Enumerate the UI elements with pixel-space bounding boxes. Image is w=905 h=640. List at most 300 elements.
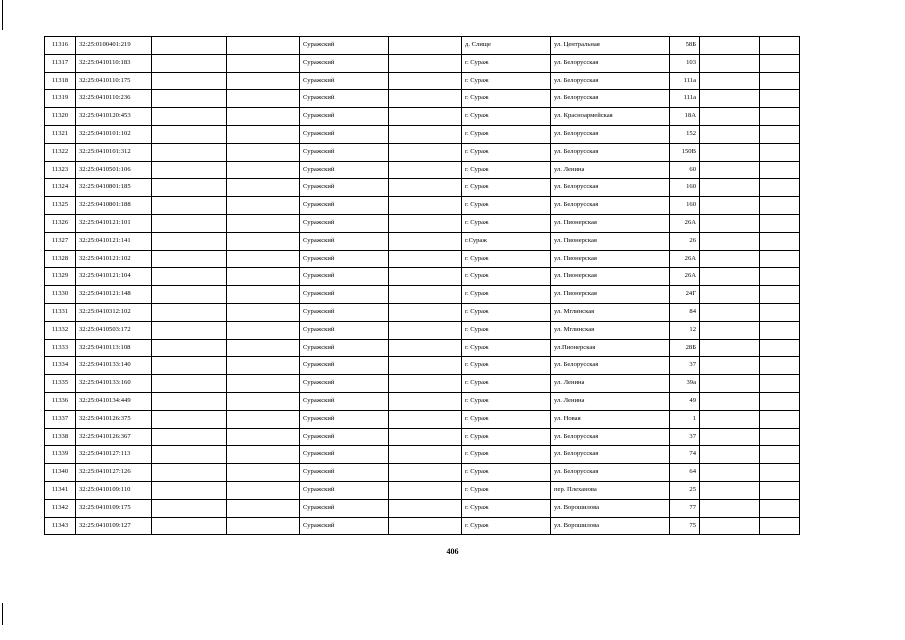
- district-cell: Суражский: [300, 428, 389, 446]
- empty-cell: [227, 410, 300, 428]
- house-number-cell: 150В: [670, 143, 700, 161]
- row-number-cell: 11336: [45, 392, 76, 410]
- row-number-cell: 11337: [45, 410, 76, 428]
- locality-cell: г. Сураж: [462, 108, 551, 126]
- empty-cell: [760, 499, 800, 517]
- district-cell: Суражский: [300, 464, 389, 482]
- row-number-cell: 11342: [45, 499, 76, 517]
- empty-cell: [700, 375, 760, 393]
- row-number-cell: 11340: [45, 464, 76, 482]
- table-row: [45, 392, 800, 410]
- empty-cell: [389, 197, 462, 215]
- empty-cell: [700, 250, 760, 268]
- table-row: [45, 464, 800, 482]
- empty-cell: [227, 179, 300, 197]
- table-row: [45, 179, 800, 197]
- empty-cell: [227, 481, 300, 499]
- empty-cell: [700, 143, 760, 161]
- empty-cell: [152, 37, 227, 55]
- locality-cell: г. Сураж: [462, 392, 551, 410]
- empty-cell: [227, 286, 300, 304]
- empty-cell: [760, 303, 800, 321]
- locality-cell: г. Сураж: [462, 72, 551, 90]
- cadastral-number-cell: 32:25:0410134:449: [76, 392, 152, 410]
- empty-cell: [389, 72, 462, 90]
- locality-cell: г. Сураж: [462, 268, 551, 286]
- locality-cell: г. Сураж: [462, 321, 551, 339]
- house-number-cell: 111а: [670, 90, 700, 108]
- locality-cell: г. Сураж: [462, 410, 551, 428]
- house-number-cell: 77: [670, 499, 700, 517]
- cadastral-number-cell: 32:25:0410110:236: [76, 90, 152, 108]
- row-number-cell: 11338: [45, 428, 76, 446]
- empty-cell: [760, 125, 800, 143]
- locality-cell: г. Сураж: [462, 375, 551, 393]
- empty-cell: [227, 464, 300, 482]
- house-number-cell: 160: [670, 179, 700, 197]
- street-cell: ул. Ворошилова: [551, 499, 670, 517]
- empty-cell: [700, 410, 760, 428]
- empty-cell: [152, 499, 227, 517]
- empty-cell: [152, 197, 227, 215]
- district-cell: Суражский: [300, 54, 389, 72]
- cadastral-number-cell: 32:25:0100401:219: [76, 37, 152, 55]
- empty-cell: [700, 90, 760, 108]
- street-cell: ул. Новая: [551, 410, 670, 428]
- empty-cell: [152, 214, 227, 232]
- empty-cell: [760, 37, 800, 55]
- table-row: [45, 321, 800, 339]
- street-cell: ул. Белорусская: [551, 72, 670, 90]
- empty-cell: [152, 446, 227, 464]
- cadastral-number-cell: 32:25:0410110:175: [76, 72, 152, 90]
- house-number-cell: 12: [670, 321, 700, 339]
- street-cell: ул. Белорусская: [551, 446, 670, 464]
- street-cell: ул. Пионерская: [551, 214, 670, 232]
- district-cell: Суражский: [300, 339, 389, 357]
- locality-cell: г. Сураж: [462, 214, 551, 232]
- empty-cell: [227, 125, 300, 143]
- table-row: [45, 428, 800, 446]
- empty-cell: [227, 375, 300, 393]
- district-cell: Суражский: [300, 303, 389, 321]
- district-cell: Суражский: [300, 410, 389, 428]
- empty-cell: [760, 321, 800, 339]
- empty-cell: [700, 125, 760, 143]
- street-cell: ул. Белорусская: [551, 90, 670, 108]
- cadastral-number-cell: 32:25:0410109:127: [76, 517, 152, 535]
- locality-cell: г. Сураж: [462, 499, 551, 517]
- house-number-cell: 152: [670, 125, 700, 143]
- empty-cell: [389, 286, 462, 304]
- empty-cell: [389, 90, 462, 108]
- district-cell: Суражский: [300, 375, 389, 393]
- empty-cell: [389, 481, 462, 499]
- empty-cell: [389, 108, 462, 126]
- house-number-cell: 37: [670, 357, 700, 375]
- empty-cell: [227, 428, 300, 446]
- empty-cell: [700, 268, 760, 286]
- cadastral-number-cell: 32:25:0410801:185: [76, 179, 152, 197]
- street-cell: ул. Белорусская: [551, 357, 670, 375]
- empty-cell: [760, 286, 800, 304]
- district-cell: Суражский: [300, 197, 389, 215]
- district-cell: Суражский: [300, 481, 389, 499]
- table-row: [45, 357, 800, 375]
- street-cell: ул. Белорусская: [551, 54, 670, 72]
- empty-cell: [700, 232, 760, 250]
- empty-cell: [152, 428, 227, 446]
- empty-cell: [152, 161, 227, 179]
- empty-cell: [760, 464, 800, 482]
- locality-cell: г. Сураж: [462, 357, 551, 375]
- table-row: [45, 481, 800, 499]
- empty-cell: [389, 464, 462, 482]
- row-number-cell: 11343: [45, 517, 76, 535]
- empty-cell: [152, 108, 227, 126]
- table-row: [45, 232, 800, 250]
- locality-cell: г. Сураж: [462, 481, 551, 499]
- empty-cell: [227, 517, 300, 535]
- table-row: [45, 303, 800, 321]
- empty-cell: [700, 108, 760, 126]
- house-number-cell: 28Б: [670, 339, 700, 357]
- house-number-cell: 26А: [670, 214, 700, 232]
- empty-cell: [227, 143, 300, 161]
- empty-cell: [389, 54, 462, 72]
- empty-cell: [760, 214, 800, 232]
- empty-cell: [389, 446, 462, 464]
- empty-cell: [700, 303, 760, 321]
- cadastral-number-cell: 32:25:0410126:375: [76, 410, 152, 428]
- table-row: [45, 286, 800, 304]
- street-cell: ул. Ленина: [551, 161, 670, 179]
- empty-cell: [152, 375, 227, 393]
- locality-cell: д. Слище: [462, 37, 551, 55]
- street-cell: ул. Белорусская: [551, 143, 670, 161]
- empty-cell: [700, 197, 760, 215]
- cadastral-number-cell: 32:25:0410312:102: [76, 303, 152, 321]
- house-number-cell: 103: [670, 54, 700, 72]
- row-number-cell: 11334: [45, 357, 76, 375]
- street-cell: ул. Красноармейская: [551, 108, 670, 126]
- empty-cell: [152, 54, 227, 72]
- street-cell: ул. Пионерская: [551, 250, 670, 268]
- district-cell: Суражский: [300, 108, 389, 126]
- row-number-cell: 11323: [45, 161, 76, 179]
- empty-cell: [389, 392, 462, 410]
- locality-cell: г. Сураж: [462, 197, 551, 215]
- empty-cell: [700, 517, 760, 535]
- street-cell: ул. Белорусская: [551, 179, 670, 197]
- binding-margin-line-bottom: [2, 603, 3, 625]
- table-row: [45, 161, 800, 179]
- street-cell: ул. Ленина: [551, 375, 670, 393]
- house-number-cell: 58Б: [670, 37, 700, 55]
- empty-cell: [389, 161, 462, 179]
- empty-cell: [227, 250, 300, 268]
- district-cell: Суражский: [300, 214, 389, 232]
- row-number-cell: 11327: [45, 232, 76, 250]
- binding-margin-line-top: [2, 0, 3, 30]
- empty-cell: [389, 375, 462, 393]
- district-cell: Суражский: [300, 446, 389, 464]
- house-number-cell: 75: [670, 517, 700, 535]
- table-row: [45, 250, 800, 268]
- street-cell: ул.Пионерская: [551, 339, 670, 357]
- empty-cell: [227, 90, 300, 108]
- empty-cell: [700, 339, 760, 357]
- empty-cell: [700, 286, 760, 304]
- empty-cell: [389, 232, 462, 250]
- house-number-cell: 18А: [670, 108, 700, 126]
- empty-cell: [152, 250, 227, 268]
- table-row: [45, 197, 800, 215]
- district-cell: Суражский: [300, 321, 389, 339]
- empty-cell: [700, 72, 760, 90]
- table-row: [45, 108, 800, 126]
- empty-cell: [700, 464, 760, 482]
- empty-cell: [152, 464, 227, 482]
- empty-cell: [152, 90, 227, 108]
- empty-cell: [152, 321, 227, 339]
- locality-cell: г. Сураж: [462, 125, 551, 143]
- empty-cell: [700, 54, 760, 72]
- house-number-cell: 74: [670, 446, 700, 464]
- cadastral-number-cell: 32:25:0410133:140: [76, 357, 152, 375]
- street-cell: ул. Пионерская: [551, 268, 670, 286]
- district-cell: Суражский: [300, 125, 389, 143]
- table-row: [45, 375, 800, 393]
- empty-cell: [389, 321, 462, 339]
- empty-cell: [152, 125, 227, 143]
- empty-cell: [227, 108, 300, 126]
- cadastral-number-cell: 32:25:0410101:312: [76, 143, 152, 161]
- table-row: [45, 446, 800, 464]
- district-cell: Суражский: [300, 517, 389, 535]
- locality-cell: г. Сураж: [462, 250, 551, 268]
- empty-cell: [760, 339, 800, 357]
- empty-cell: [389, 428, 462, 446]
- empty-cell: [227, 392, 300, 410]
- empty-cell: [700, 481, 760, 499]
- empty-cell: [227, 214, 300, 232]
- table-row: [45, 339, 800, 357]
- empty-cell: [227, 197, 300, 215]
- house-number-cell: 25: [670, 481, 700, 499]
- row-number-cell: 11326: [45, 214, 76, 232]
- empty-cell: [389, 143, 462, 161]
- empty-cell: [760, 143, 800, 161]
- empty-cell: [152, 517, 227, 535]
- empty-cell: [227, 303, 300, 321]
- table-row: [45, 214, 800, 232]
- district-cell: Суражский: [300, 72, 389, 90]
- empty-cell: [389, 339, 462, 357]
- table-row: [45, 125, 800, 143]
- empty-cell: [700, 392, 760, 410]
- empty-cell: [389, 125, 462, 143]
- row-number-cell: 11317: [45, 54, 76, 72]
- empty-cell: [760, 428, 800, 446]
- row-number-cell: 11318: [45, 72, 76, 90]
- registry-table-body: [45, 37, 800, 535]
- table-row: [45, 143, 800, 161]
- cadastral-number-cell: 32:25:0410127:113: [76, 446, 152, 464]
- empty-cell: [700, 446, 760, 464]
- empty-cell: [700, 214, 760, 232]
- district-cell: Суражский: [300, 143, 389, 161]
- house-number-cell: 60: [670, 161, 700, 179]
- empty-cell: [760, 179, 800, 197]
- empty-cell: [152, 481, 227, 499]
- cadastral-number-cell: 32:25:0410126:367: [76, 428, 152, 446]
- street-cell: ул. Ворошилова: [551, 517, 670, 535]
- table-row: [45, 72, 800, 90]
- district-cell: Суражский: [300, 232, 389, 250]
- empty-cell: [760, 392, 800, 410]
- empty-cell: [760, 90, 800, 108]
- street-cell: ул. Центральная: [551, 37, 670, 55]
- row-number-cell: 11324: [45, 179, 76, 197]
- empty-cell: [227, 54, 300, 72]
- row-number-cell: 11322: [45, 143, 76, 161]
- empty-cell: [152, 143, 227, 161]
- cadastral-number-cell: 32:25:0410801:188: [76, 197, 152, 215]
- empty-cell: [760, 54, 800, 72]
- empty-cell: [152, 179, 227, 197]
- locality-cell: г. Сураж: [462, 179, 551, 197]
- cadastral-number-cell: 32:25:0410121:141: [76, 232, 152, 250]
- row-number-cell: 11331: [45, 303, 76, 321]
- empty-cell: [389, 268, 462, 286]
- empty-cell: [760, 517, 800, 535]
- empty-cell: [760, 72, 800, 90]
- empty-cell: [700, 499, 760, 517]
- house-number-cell: 84: [670, 303, 700, 321]
- empty-cell: [760, 481, 800, 499]
- district-cell: Суражский: [300, 357, 389, 375]
- row-number-cell: 11332: [45, 321, 76, 339]
- empty-cell: [389, 37, 462, 55]
- empty-cell: [700, 428, 760, 446]
- empty-cell: [227, 268, 300, 286]
- cadastral-number-cell: 32:25:0410109:110: [76, 481, 152, 499]
- empty-cell: [227, 339, 300, 357]
- empty-cell: [227, 499, 300, 517]
- row-number-cell: 11333: [45, 339, 76, 357]
- page-number: 406: [446, 547, 459, 556]
- house-number-cell: 111а: [670, 72, 700, 90]
- table-row: [45, 37, 800, 55]
- empty-cell: [389, 357, 462, 375]
- empty-cell: [389, 410, 462, 428]
- locality-cell: г. Сураж: [462, 90, 551, 108]
- cadastral-number-cell: 32:25:0410133:160: [76, 375, 152, 393]
- locality-cell: г. Сураж: [462, 286, 551, 304]
- house-number-cell: 64: [670, 464, 700, 482]
- cadastral-number-cell: 32:25:0410503:172: [76, 321, 152, 339]
- house-number-cell: 49: [670, 392, 700, 410]
- row-number-cell: 11316: [45, 37, 76, 55]
- empty-cell: [760, 410, 800, 428]
- district-cell: Суражский: [300, 392, 389, 410]
- house-number-cell: 24Г: [670, 286, 700, 304]
- cadastral-number-cell: 32:25:0410113:108: [76, 339, 152, 357]
- house-number-cell: 26А: [670, 268, 700, 286]
- empty-cell: [227, 161, 300, 179]
- row-number-cell: 11335: [45, 375, 76, 393]
- empty-cell: [760, 161, 800, 179]
- cadastral-number-cell: 32:25:0410121:102: [76, 250, 152, 268]
- empty-cell: [760, 268, 800, 286]
- row-number-cell: 11320: [45, 108, 76, 126]
- table-row: [45, 54, 800, 72]
- row-number-cell: 11330: [45, 286, 76, 304]
- street-cell: ул. Белорусская: [551, 125, 670, 143]
- registry-table: [44, 36, 800, 535]
- locality-cell: г. Сураж: [462, 446, 551, 464]
- empty-cell: [152, 410, 227, 428]
- empty-cell: [227, 357, 300, 375]
- table-row: [45, 268, 800, 286]
- empty-cell: [700, 357, 760, 375]
- district-cell: Суражский: [300, 161, 389, 179]
- locality-cell: г. Сураж: [462, 428, 551, 446]
- empty-cell: [227, 446, 300, 464]
- locality-cell: г. Сураж: [462, 54, 551, 72]
- locality-cell: г.Сураж: [462, 232, 551, 250]
- row-number-cell: 11341: [45, 481, 76, 499]
- empty-cell: [389, 214, 462, 232]
- empty-cell: [760, 250, 800, 268]
- empty-cell: [152, 392, 227, 410]
- empty-cell: [227, 72, 300, 90]
- house-number-cell: 1: [670, 410, 700, 428]
- empty-cell: [760, 232, 800, 250]
- empty-cell: [152, 357, 227, 375]
- empty-cell: [760, 357, 800, 375]
- empty-cell: [389, 499, 462, 517]
- empty-cell: [152, 303, 227, 321]
- empty-cell: [760, 446, 800, 464]
- house-number-cell: 26А: [670, 250, 700, 268]
- empty-cell: [227, 37, 300, 55]
- row-number-cell: 11328: [45, 250, 76, 268]
- empty-cell: [760, 108, 800, 126]
- district-cell: Суражский: [300, 179, 389, 197]
- empty-cell: [152, 72, 227, 90]
- table-row: [45, 517, 800, 535]
- district-cell: Суражский: [300, 286, 389, 304]
- row-number-cell: 11319: [45, 90, 76, 108]
- locality-cell: г. Сураж: [462, 517, 551, 535]
- empty-cell: [152, 232, 227, 250]
- empty-cell: [227, 232, 300, 250]
- street-cell: ул. Мглинская: [551, 321, 670, 339]
- cadastral-number-cell: 32:25:0410121:104: [76, 268, 152, 286]
- empty-cell: [389, 179, 462, 197]
- locality-cell: г. Сураж: [462, 339, 551, 357]
- house-number-cell: 26: [670, 232, 700, 250]
- empty-cell: [700, 161, 760, 179]
- table-row: [45, 499, 800, 517]
- empty-cell: [760, 197, 800, 215]
- table-row: [45, 90, 800, 108]
- street-cell: ул. Пионерская: [551, 286, 670, 304]
- cadastral-number-cell: 32:25:0410109:175: [76, 499, 152, 517]
- row-number-cell: 11339: [45, 446, 76, 464]
